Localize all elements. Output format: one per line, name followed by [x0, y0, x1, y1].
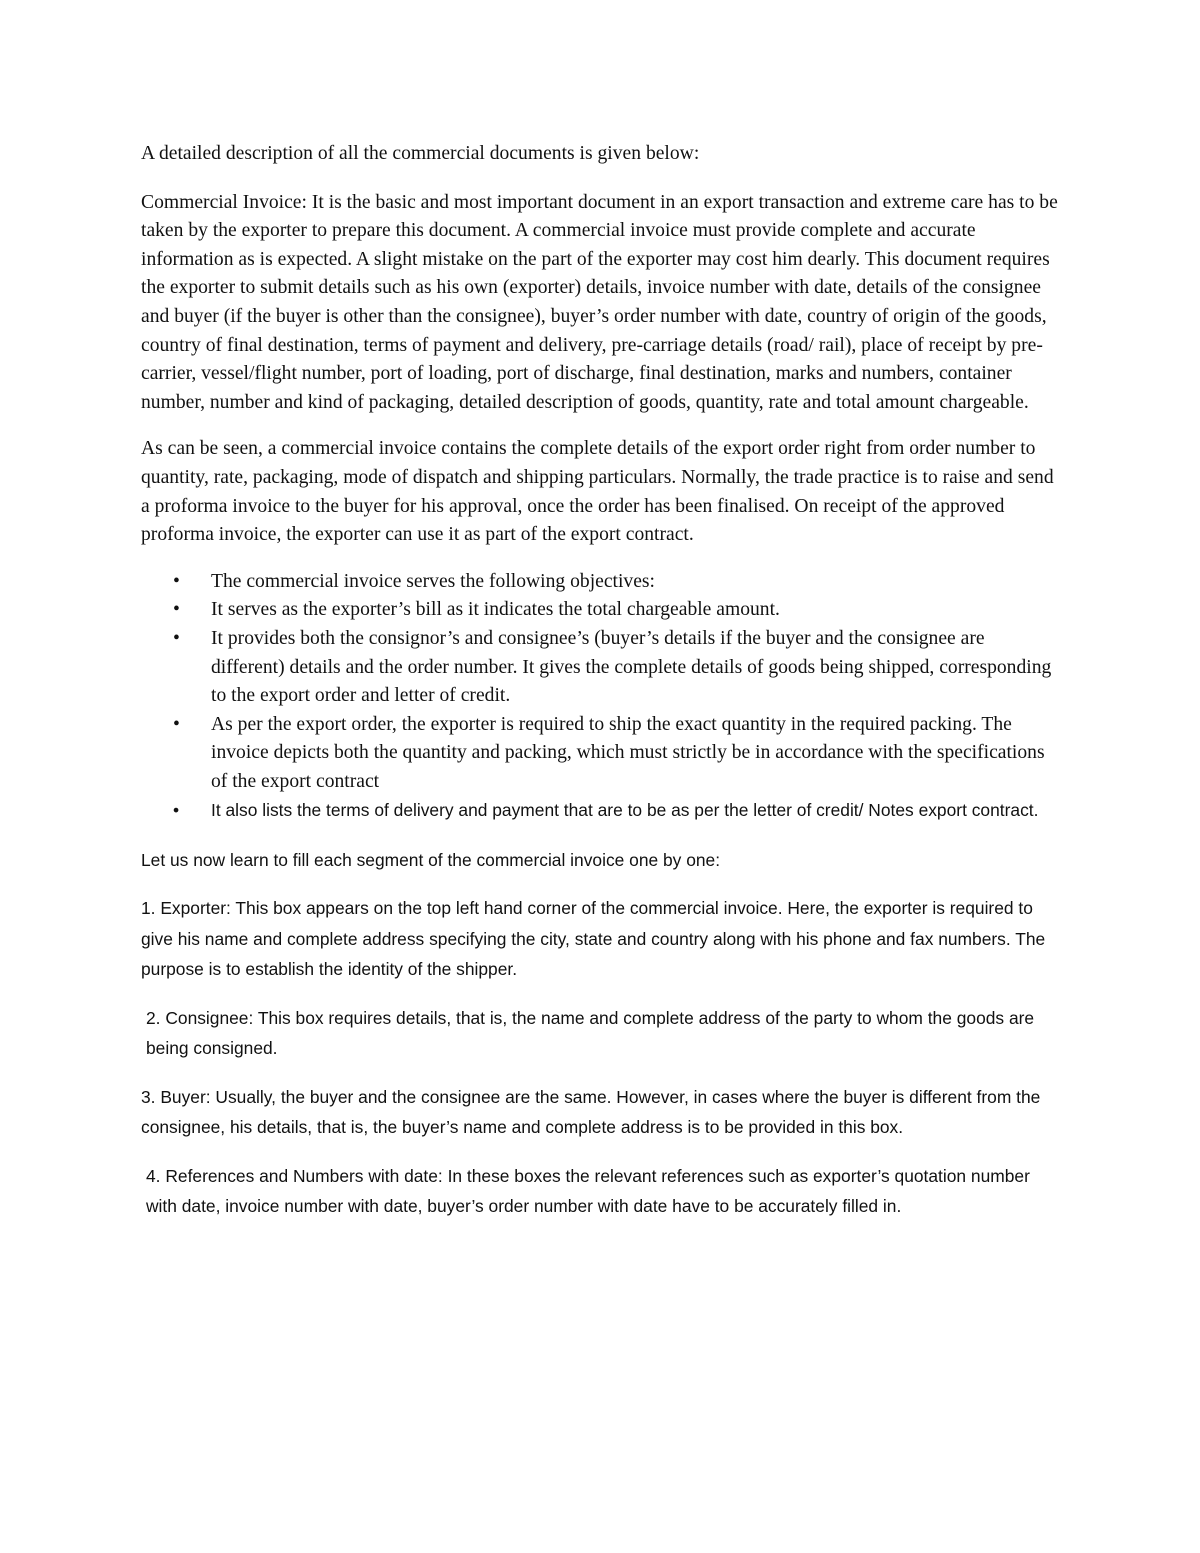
intro-line: A detailed description of all the commercial documents is given below: [141, 143, 700, 164]
bullet-icon: • [173, 627, 180, 649]
as-can-be-seen-paragraph: As can be seen, a commercial invoice contains the complete details of the export order right from order number to quantity, rate, packaging, mode of dispatch and shipping particulars. Normally, the trade practice is to raise and send a proforma invoice to the buyer for his approval, once the order has been finalised. On receipt of the approved proforma invoice, the exporter can use it as part of the export contract. [141, 438, 1054, 546]
list-item [141, 568, 1061, 597]
segment-intro: Let us now learn to fill each segment of the commercial invoice one by one: [141, 849, 721, 870]
list-item-text: As per the export order, the exporter is required to ship the exact quantity in the required packing. The invoice depicts both the quantity and packing, which must strictly be in accordance with the specifications of the export contract [211, 713, 1045, 792]
list-item-text: It also lists the terms of delivery and payment that are to be as per the letter of credit/ Notes export contract. [211, 800, 1039, 821]
segment-references: 4. References and Numbers with date: In these boxes the relevant references such as exporter’s quotation number with date, invoice number with date, buyer’s order number with date have to be accurately filled in. [146, 1165, 1030, 1217]
bullet-icon: • [173, 713, 180, 735]
list-item [141, 625, 1061, 711]
list-item-text: The commercial invoice serves the following objectives: [211, 570, 655, 592]
list-item-text: It serves as the exporter’s bill as it indicates the total chargeable amount. [211, 599, 780, 621]
list-item [141, 711, 1061, 797]
segment-exporter: 1. Exporter: This box appears on the top left hand corner of the commercial invoice. Here, the exporter is required to give his name and complete address specifying the city, state and country along with his phone and fax numbers. The purpose is to establish the identity of the shipper. [141, 898, 1046, 980]
objectives-list [141, 568, 1061, 826]
segment-buyer: 3. Buyer: Usually, the buyer and the consignee are the same. However, in cases where the buyer is different from the consignee, his details, that is, the buyer’s name and complete address is to be provided in this box. [141, 1086, 1041, 1138]
list-item-text: It provides both the consignor’s and consignee’s (buyer’s details if the buyer and the consignee are different) details and the order number. It gives the complete details of goods being shipped, corresponding to the export order and letter of credit. [211, 627, 1052, 707]
bullet-icon: • [173, 800, 180, 821]
bullet-icon: • [173, 570, 180, 592]
bullet-icon: • [173, 599, 180, 621]
segment-consignee: 2. Consignee: This box requires details, that is, the name and complete address of the party to whom the goods are being consigned. [146, 1007, 1035, 1059]
list-item [141, 796, 1061, 826]
document-page [141, 140, 1061, 1240]
list-item [141, 596, 1061, 625]
commercial-invoice-paragraph: Commercial Invoice: It is the basic and most important document in an export transaction and extreme care has to be taken by the exporter to prepare this document. A commercial invoice must provide complete and accurate information as is expected. A slight mistake on the part of the exporter may cost him dearly. This document requires the exporter to submit details such as his own (exporter) details, invoice number with date, details of the consignee and buyer (if the buyer is other than the consignee), buyer’s order number with date, country of origin of the goods, country of final destination, terms of payment and delivery, pre-carriage details (road/ rail), place of receipt by pre-carrier, vessel/flight number, port of loading, port of discharge, final destination, marks and numbers, container number, number and kind of packaging, detailed description of goods, quantity, rate and total amount chargeable. [141, 191, 1058, 413]
